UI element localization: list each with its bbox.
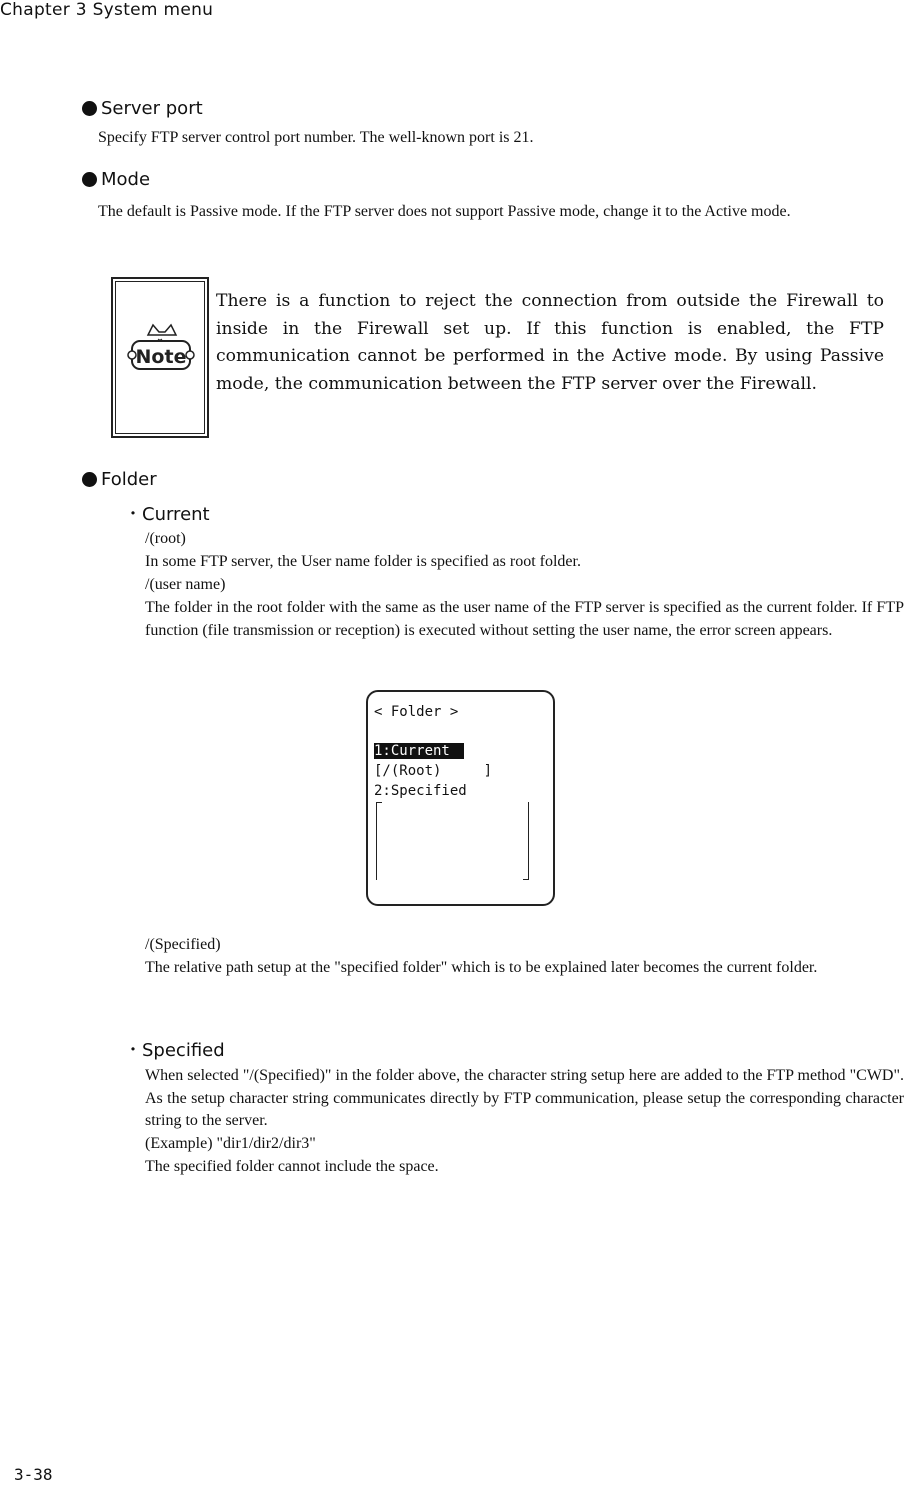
note-icon xyxy=(113,279,207,436)
chapter-header: Chapter 3 System menu xyxy=(0,0,214,20)
mode-heading xyxy=(82,169,150,190)
current-subheading: ・Current xyxy=(124,504,210,525)
note-box xyxy=(111,277,209,438)
root-label: /(root) xyxy=(145,530,186,547)
specified-current-text: The relative path setup at the "specified folder" which is to be explained later becomes the current folder. xyxy=(145,959,818,976)
page-number: 3-38 xyxy=(14,1465,53,1484)
specified-input-frame xyxy=(376,802,529,880)
user-text: The folder in the root folder with the same as the user name of the FTP server is specified as the current folder. If FTP function (file transmission or reception) is executed without setting the user name, the error screen appears. xyxy=(145,599,904,639)
screen-current-value: [/(Root) ] xyxy=(374,763,493,779)
specified-subheading: ・Specified xyxy=(124,1040,225,1061)
screen-item-current[interactable] xyxy=(374,742,464,760)
mode-heading-text: Mode xyxy=(101,169,151,190)
folder-heading xyxy=(82,469,157,490)
bullet-icon xyxy=(82,172,97,187)
folder-screen xyxy=(366,690,555,906)
bullet-icon xyxy=(82,101,97,116)
screen-item-specified[interactable]: 2:Specified xyxy=(374,783,467,799)
specified-restriction: The specified folder cannot include the space. xyxy=(145,1158,439,1175)
screen-item-current-label: 1:Current xyxy=(374,743,464,759)
specified-text: When selected "/(Specified)" in the folder above, the character string setup here are added to the FTP method "CWD". As the setup character string communicates directly by FTP communication, please setup the corresponding character string to the server. xyxy=(145,1067,904,1129)
server-port-text: Specify FTP server control port number. The well-known port is 21. xyxy=(98,129,534,146)
note-text: There is a function to reject the connection from outside the Firewall to inside in the Firewall set up. If this function is enabled, the FTP communication cannot be performed in the Active mode. By using Passive mode, the communication between the FTP server over the Firewall. xyxy=(216,291,884,394)
user-label: /(user name) xyxy=(145,576,226,593)
server-port-heading-text: Server port xyxy=(101,98,203,119)
root-text: In some FTP server, the User name folder is specified as root folder. xyxy=(145,553,581,570)
mode-text: The default is Passive mode. If the FTP server does not support Passive mode, change it to the Active mode. xyxy=(98,203,791,220)
specified-label: /(Specified) xyxy=(145,936,221,953)
bullet-icon xyxy=(82,472,97,487)
note-icon-label: Note xyxy=(135,346,187,368)
specified-example: (Example) "dir1/dir2/dir3" xyxy=(145,1135,316,1152)
folder-heading-text: Folder xyxy=(101,469,157,490)
screen-title: < Folder > xyxy=(374,704,459,720)
server-port-heading xyxy=(82,98,203,119)
